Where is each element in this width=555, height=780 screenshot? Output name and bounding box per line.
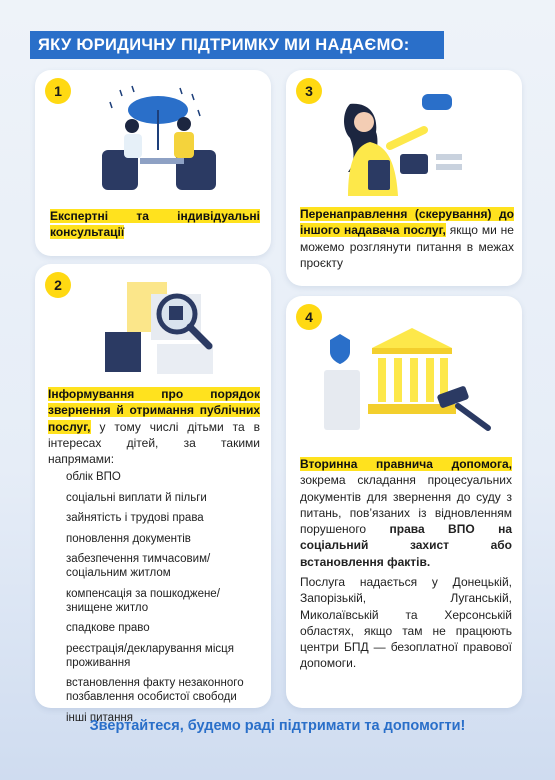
list-item: реєстрація/декларування місця проживання (66, 642, 234, 669)
list-item: зайнятість і трудові права (66, 512, 204, 524)
card-highlight: Інформування про порядок звернення й отримання публічних послуг, (48, 387, 260, 434)
list-item: встановлення факту незаконного позбавлення особистої свободи (66, 677, 244, 703)
card-legal-aid (286, 296, 522, 708)
card-number: 4 (296, 304, 322, 330)
card-public-services (35, 264, 271, 724)
card-highlight: Перенаправлення (скерування) до іншого надавача послуг, (300, 207, 514, 238)
card-text: якщо ми не можемо розглянути питання в межах проєкту (300, 223, 514, 270)
card-number: 2 (45, 272, 71, 298)
card-bold-text: права ВПО на соціальний захист або встановлення фактів. (300, 522, 512, 569)
card-paragraph: Послуга надається у Донецькій, Запорізькій, Луганській, Миколаївській та Херсонській областях, якщо там не працюють центри БПД — безоплатної правової допомоги. (300, 575, 512, 671)
list-item: облік ВПО (66, 471, 121, 483)
courthouse-gavel-icon (312, 320, 502, 448)
list-item: соціальні виплати й пільги (66, 491, 207, 504)
list-item: спадкове право (66, 622, 150, 634)
footer-message: Звертайтеся, будемо раді підтримати та допомогти! (89, 718, 466, 734)
documents-magnifier-icon (97, 274, 227, 384)
speaker-woman-icon (328, 84, 488, 202)
list-item: компенсація за пошкоджене/ знищене житло (66, 587, 220, 614)
card-redirection (286, 70, 522, 286)
consultation-illustration-icon (80, 80, 240, 200)
list-item: забезпечення тимчасовим/ соціальним житлом (66, 553, 211, 579)
card-text: зокрема складання процесуальних документів для звернення до суду з питань, пов’язаних із відновленням порушеного (300, 473, 512, 537)
card-highlight: Експертні та індивідуальні консультації (50, 209, 260, 240)
card-highlight: Вторинна правнича допомога, (300, 457, 512, 471)
list-item: інші питання (66, 711, 133, 724)
card-text: у тому числі дітьми та в інтересах дітей, за такими напрямами: (48, 419, 260, 467)
page-title: ЯКУ ЮРИДИЧНУ ПІДТРИМКУ МИ НАДАЄМО: (30, 31, 444, 59)
card-number: 1 (45, 78, 71, 104)
topics-list (66, 470, 266, 731)
card-consultations (35, 70, 271, 256)
card-number: 3 (296, 78, 322, 104)
list-item: поновлення документів (66, 532, 191, 545)
